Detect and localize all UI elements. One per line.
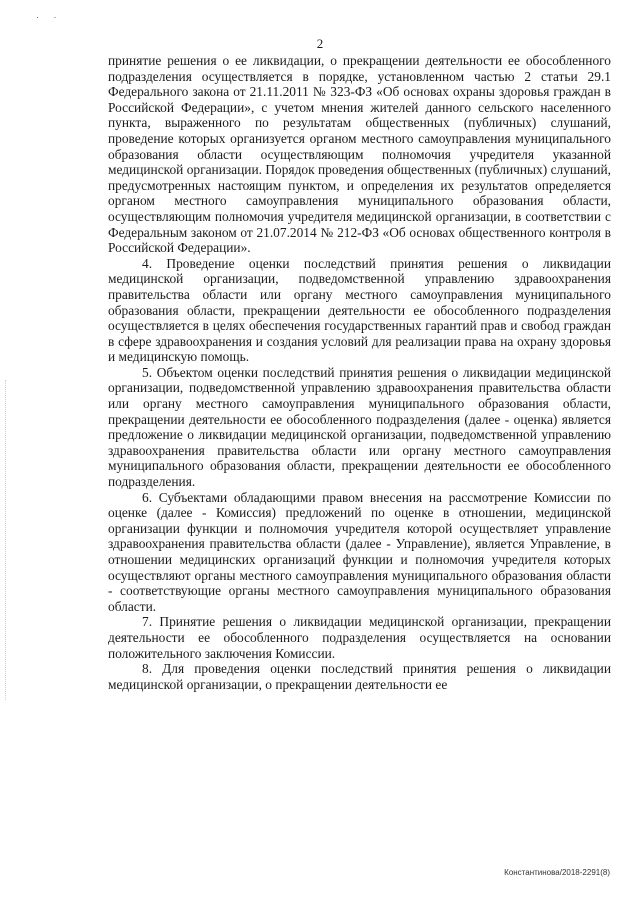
document-body xyxy=(108,53,611,692)
paragraph-item-5: 5. Объектом оценки последствий принятия решения о ликвидации медицинской организации, подведомственной управлению здравоохранения правительства области или органу местного самоуправления муниципального образования области, прекращении деятельности ее обособленного подразделения (далее - оценка) является предложение о ликвидации медицинской организации, подведомственной управлению здравоохранения правительства области или органу местного самоуправления муниципального образования области, прекращении деятельности ее обособленного подразделения. xyxy=(108,364,611,490)
paragraph-item-7: 7. Принятие решения о ликвидации медицинской организации, прекращении деятельности ее обособленного подразделения осуществляется на основании положительного заключения Комиссии. xyxy=(108,614,611,661)
paragraph-item-4: 4. Проведение оценки последствий принятия решения о ликвидации медицинской организации, подведомственной управлению здравоохранения правительства области или органу местного самоуправления муниципального образования области, прекращении деятельности ее обособленного подразделения осуществляется в целях обеспечения государственных гарантий прав и свобод граждан в сфере здравоохранения и создания условий для реализации права на охрану здоровья и медицинскую помощь. xyxy=(108,255,611,365)
page-number: 2 xyxy=(316,36,324,51)
paragraph-item-8: 8. Для проведения оценки последствий принятия решения о ликвидации медицинской организации, о прекращении деятельности ее xyxy=(108,661,611,692)
paragraph-continuation: принятие решения о ее ликвидации, о прекращении деятельности ее обособленного подразделения осуществляется в порядке, установленном частью 2 статьи 29.1 Федерального закона от 21.11.2011 № 323-ФЗ «Об основах охраны здоровья граждан в Российской Федерации», с учетом мнения жителей данного сельского населенного пункта, выраженного по результатам общественных (публичных) слушаний, проведение которых организуется органом местного самоуправления муниципального образования области осуществляющим полномочия учредителя указанной медицинской организации. Порядок проведения общественных (публичных) слушаний, предусмотренных настоящим пунктом, и определения их результатов определяется органом местного самоуправления муниципального образования области, осуществляющим полномочия учредителя медицинской организации, в соответствии с Федеральным законом от 21.07.2014 № 212-ФЗ «Об основах общественного контроля в Российской Федерации». xyxy=(108,53,611,256)
binding-margin-artifact xyxy=(5,380,7,700)
scan-corner-mark: · · xyxy=(36,12,63,22)
document-footer-reference: Константинова/2018-2291(8) xyxy=(504,868,610,877)
paragraph-item-6: 6. Субъектами обладающими правом внесения на рассмотрение Комиссии по оценке (далее - Комиссия) предложений по оценке в отношении, медицинской организации функции и полномочия учредителя которой осуществляет управление здравоохранения правительства области (далее - Управление), является Управление, в отношении медицинских организаций функции и полномочия учредителя которых осуществляют органы местного самоуправления муниципального образования области - соответствующие органы местного самоуправления муниципального образования области. xyxy=(108,489,611,614)
